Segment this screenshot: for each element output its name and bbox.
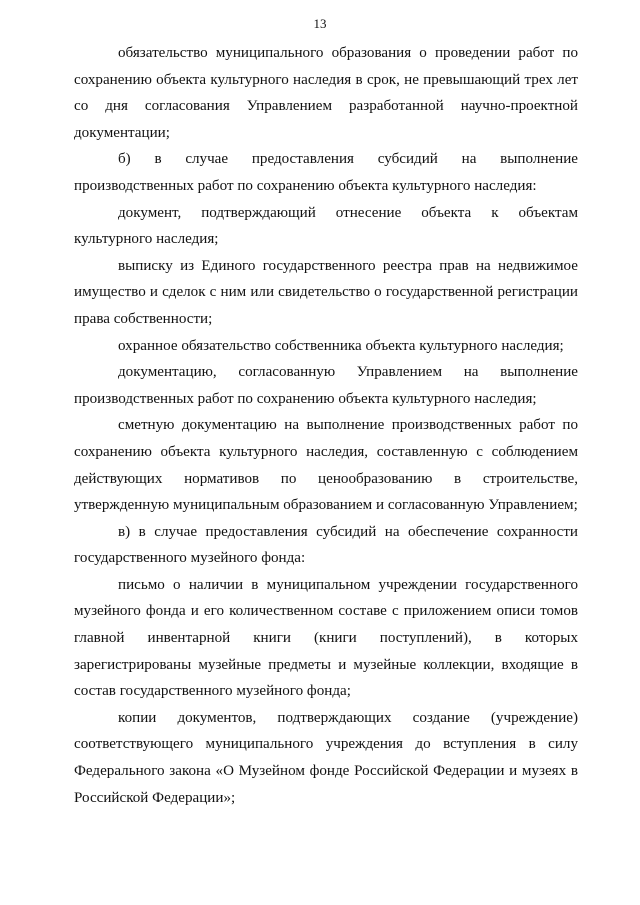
paragraph-museum-fund-letter: письмо о наличии в муниципальном учреждении государственного музейного фонда и его количественном составе с приложением описи томов главной инвентарной книги (книги поступлений), в которых зарегистрированы музейные предметы и музейные коллекции, входящие в состав государственного музейного фонда; bbox=[74, 576, 578, 700]
paragraph-protection-obligation: охранное обязательство собственника объекта культурного наследия; bbox=[118, 337, 564, 354]
paragraph-approved-documentation: документацию, согласованную Управлением на выполнение производственных работ по сохранению объекта культурного наследия; bbox=[74, 364, 578, 407]
paragraph-heritage-document: документ, подтверждающий отнесение объекта к объектам культурного наследия; bbox=[74, 204, 578, 248]
document-body bbox=[74, 40, 578, 811]
paragraph-municipal-obligation: обязательство муниципального образования о проведении работ по сохранению объекта культурного наследия в срок, не превышающий трех лет со дня согласования Управлением разработанной научно-проектной документации; bbox=[74, 45, 578, 141]
paragraph-section-b-heading: б) в случае предоставления субсидий на выполнение производственных работ по сохранению объекта культурного наследия: bbox=[74, 151, 578, 194]
paragraph-document-copies: копии документов, подтверждающих создание (учреждение) соответствующего муниципального учреждения до вступления в силу Федерального закона «О Музейном фонде Российской Федерации и музеях в Российской Федерации»; bbox=[74, 709, 578, 806]
paragraph-registry-extract: выписку из Единого государственного реестра прав на недвижимое имущество и сделок с ним или свидетельство о государственной регистрации права собственности; bbox=[74, 257, 578, 327]
page-number: 13 bbox=[313, 16, 327, 31]
paragraph-estimate-documentation: сметную документацию на выполнение производственных работ по сохранению объекта культурного наследия, составленную с соблюдением действующих нормативов по ценообразованию в строительстве, утвержденную муниципальным образованием и согласованную Управлением; bbox=[74, 417, 578, 514]
paragraph-section-v-heading: в) в случае предоставления субсидий на обеспечение сохранности государственного музейного фонда: bbox=[74, 523, 578, 567]
